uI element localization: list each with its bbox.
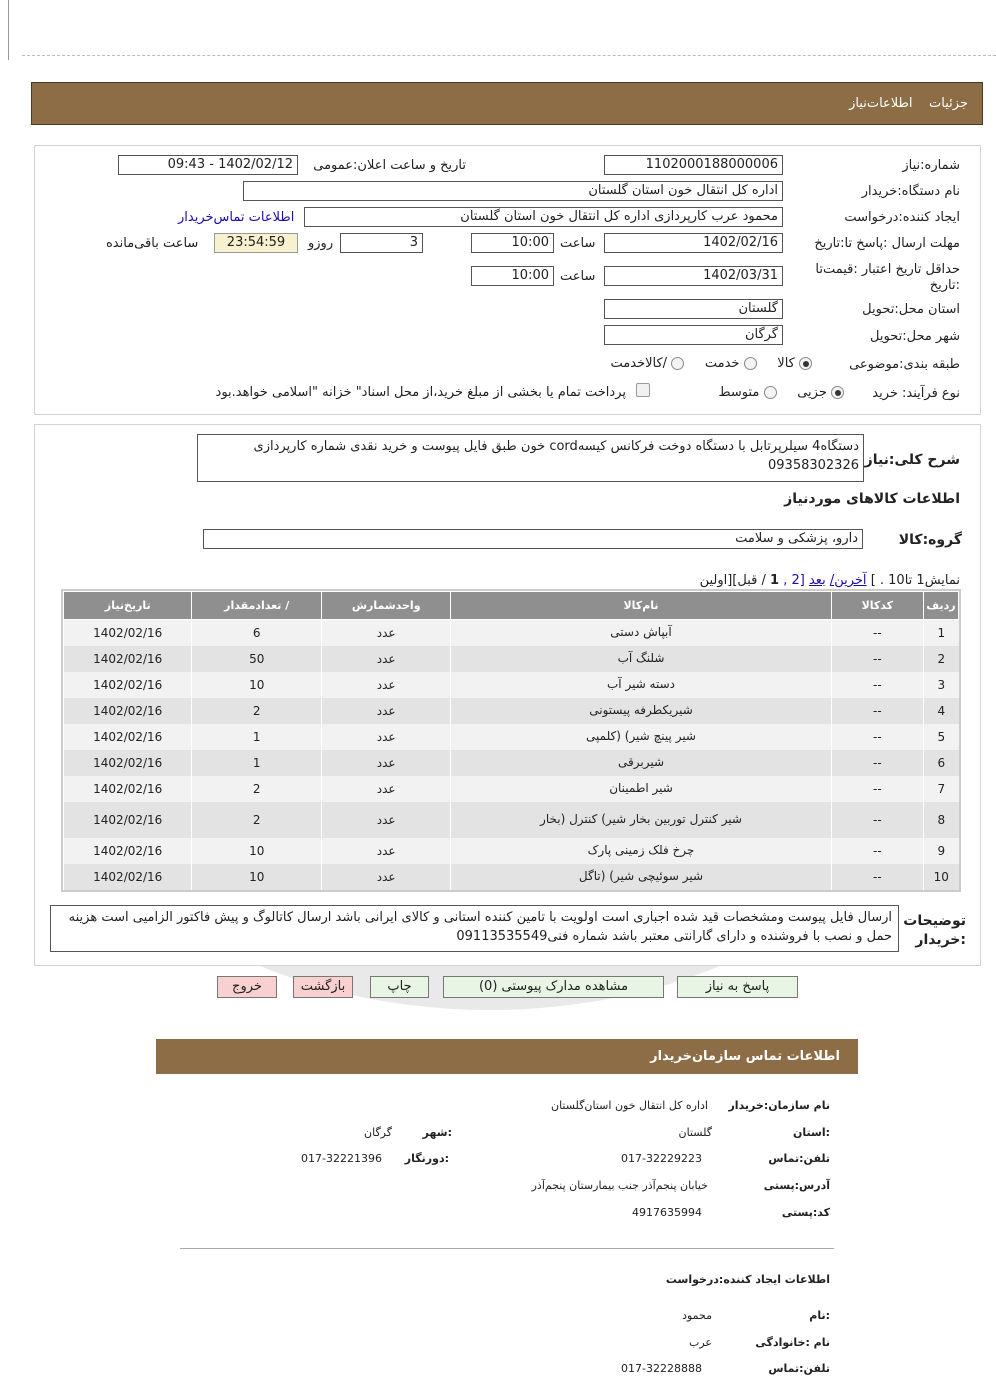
- cell-date: 1402/02/16: [64, 776, 192, 802]
- cell-qty: 50: [192, 646, 321, 672]
- breadcrumb-details[interactable]: جزئیات: [929, 96, 968, 111]
- cell-unit: عدد: [321, 838, 450, 864]
- cell-code: --: [831, 750, 923, 776]
- creator-name: محمود: [682, 1309, 712, 1322]
- exit-button[interactable]: خروج: [217, 976, 277, 998]
- requester-label: ایجاد کننده:درخواست: [844, 210, 960, 225]
- contact-province-label: :استان: [793, 1126, 830, 1139]
- contact-divider: [180, 1248, 834, 1249]
- cell-date: 1402/02/16: [64, 646, 192, 672]
- cell-qty: 6: [192, 620, 321, 646]
- validity-time-field: 10:00: [471, 266, 554, 286]
- process-label: نوع فرآیند: خرید: [872, 386, 960, 401]
- group-field: دارو، پزشکی و سلامت: [203, 529, 863, 549]
- cell-name: آبپاش دستی: [451, 620, 831, 646]
- items-table: [63, 591, 959, 890]
- desc-text: دستگاه4 سیلرپرتابل با دستگاه دوخت فرکانس کیسهcord خون طبق فایل پیوست و خرید نقدی شماره کارپردازی 09358302326: [197, 434, 864, 482]
- table-row: [64, 864, 959, 890]
- table-row: [64, 646, 959, 672]
- validity-time-label: ساعت: [560, 269, 596, 284]
- remaining-time-field: 23:54:59: [214, 233, 298, 253]
- radio-medium-label: متوسط: [718, 385, 760, 400]
- cell-date: 1402/02/16: [64, 864, 192, 890]
- need-number-field: 1102000188000006: [604, 155, 783, 175]
- radio-service-label: خدمت: [704, 356, 740, 371]
- creator-phone-label: تلفن:تماس: [768, 1362, 830, 1375]
- contact-header: [156, 1039, 858, 1074]
- cell-unit: عدد: [321, 620, 450, 646]
- contact-address: خیابان پنجم‌آذر جنب بیمارستان پنجم‌آذر: [531, 1179, 708, 1192]
- desc-label: شرح کلی:نیاز: [864, 452, 960, 468]
- radio-partial[interactable]: [831, 386, 844, 399]
- radio-goods[interactable]: [799, 357, 812, 370]
- cell-code: --: [831, 646, 923, 672]
- pager-prev-first[interactable]: / قبل][اولین: [699, 573, 766, 588]
- radio-partial-label: جزیی: [797, 385, 827, 400]
- cell-date: 1402/02/16: [64, 838, 192, 864]
- creator-family-label: نام :خانوادگی: [755, 1336, 830, 1349]
- creator-phone: 017-32228888: [621, 1362, 702, 1375]
- cell-name: شیر کنترل توربین بخار شیر) کنترل (بخار: [451, 802, 831, 838]
- cell-unit: عدد: [321, 672, 450, 698]
- cell-unit: عدد: [321, 724, 450, 750]
- buyer-org-field: اداره کل انتقال خون استان گلستان: [243, 181, 783, 201]
- radio-service[interactable]: [744, 357, 757, 370]
- col-name: نام‌کالا: [451, 592, 831, 620]
- cell-n: 7: [924, 776, 959, 802]
- contact-phone-label: تلفن:تماس: [768, 1152, 830, 1165]
- group-label: گروه:کالا: [898, 532, 962, 548]
- cell-n: 1: [924, 620, 959, 646]
- col-qty: / تعدادمقدار: [192, 592, 321, 620]
- table-row: [64, 776, 959, 802]
- table-header-row: [64, 592, 959, 620]
- cell-date: 1402/02/16: [64, 802, 192, 838]
- buyer-org-label: نام دستگاه:خریدار: [861, 184, 960, 199]
- radio-medium[interactable]: [764, 386, 777, 399]
- requester-field: محمود عرب کارپردازی اداره کل انتقال خون استان گلستان: [304, 207, 783, 227]
- cell-date: 1402/02/16: [64, 698, 192, 724]
- contact-postal-label: کد:پستی: [781, 1206, 830, 1219]
- creator-title: اطلاعات ایجاد کننده:درخواست: [665, 1273, 830, 1286]
- cell-date: 1402/02/16: [64, 724, 192, 750]
- contact-province: گلستان: [678, 1126, 712, 1139]
- deadline-date-field: 1402/02/16: [604, 233, 783, 253]
- cell-code: --: [831, 838, 923, 864]
- validity-date-field: 1402/03/31: [604, 266, 783, 286]
- table-row: [64, 802, 959, 838]
- pager: [600, 573, 960, 588]
- cell-qty: 10: [192, 838, 321, 864]
- cell-n: 2: [924, 646, 959, 672]
- need-number-label: شماره:نیاز: [902, 158, 960, 173]
- cell-name: شلنگ آب: [451, 646, 831, 672]
- category-radios: [580, 356, 812, 371]
- items-table-wrap: [61, 589, 961, 892]
- cell-qty: 10: [192, 672, 321, 698]
- page-header: [31, 82, 983, 125]
- cell-qty: 2: [192, 776, 321, 802]
- contact-fax: 017-32221396: [301, 1152, 382, 1165]
- pager-current-page: 1: [770, 573, 780, 588]
- announce-label: تاریخ و ساعت اعلان:عمومی: [313, 158, 466, 173]
- cell-n: 10: [924, 864, 959, 890]
- col-row: ردیف: [924, 592, 959, 620]
- radio-goods-service-label: /کالاخدمت: [610, 356, 668, 371]
- contact-org-label: نام سازمان:خریدار: [728, 1099, 830, 1112]
- radio-goods-service[interactable]: [671, 357, 684, 370]
- cell-qty: 2: [192, 802, 321, 838]
- back-button[interactable]: بازگشت: [293, 976, 353, 998]
- province-label: استان محل:تحویل: [862, 302, 960, 317]
- contact-city-label: :شهر: [422, 1126, 452, 1139]
- contact-phone: 017-32229223: [621, 1152, 702, 1165]
- cell-unit: عدد: [321, 776, 450, 802]
- attachments-button[interactable]: مشاهده مدارک پیوستی (0): [443, 976, 664, 998]
- creator-name-label: :نام: [809, 1309, 830, 1322]
- city-label: شهر محل:تحویل: [870, 329, 960, 344]
- table-row: [64, 838, 959, 864]
- cell-n: 5: [924, 724, 959, 750]
- col-unit: واحدشمارش: [321, 592, 450, 620]
- contact-fax-label: :دورنگار: [404, 1152, 449, 1165]
- goods-info-title: اطلاعات کالاهای موردنیاز: [784, 491, 960, 507]
- creator-family: عرب: [689, 1336, 712, 1349]
- cell-qty: 10: [192, 864, 321, 890]
- deadline-time-label: ساعت: [560, 236, 596, 251]
- days-label: روزو: [308, 236, 334, 251]
- days-field: 3: [340, 233, 423, 253]
- validity-label: حداقل تاریخ اعتبار :قیمت‌تا :تاریخ: [815, 262, 960, 293]
- cell-code: --: [831, 724, 923, 750]
- process-radios: [700, 385, 844, 400]
- cell-n: 8: [924, 802, 959, 838]
- cell-n: 4: [924, 698, 959, 724]
- pager-next-link[interactable]: بعد: [808, 573, 826, 588]
- print-button[interactable]: چاپ: [370, 976, 429, 998]
- cell-code: --: [831, 776, 923, 802]
- page-divider: [22, 55, 996, 56]
- table-row: [64, 672, 959, 698]
- cell-name: دسته شیر آب: [451, 672, 831, 698]
- cell-code: --: [831, 698, 923, 724]
- reply-button[interactable]: پاسخ به نیاز: [677, 976, 798, 998]
- cell-n: 6: [924, 750, 959, 776]
- cell-qty: 2: [192, 698, 321, 724]
- cell-name: شیر اطمینان: [451, 776, 831, 802]
- deadline-time-field: 10:00: [471, 233, 554, 253]
- cell-unit: عدد: [321, 698, 450, 724]
- table-row: [64, 620, 959, 646]
- cell-name: چرخ فلک زمینی پارک: [451, 838, 831, 864]
- cell-qty: 1: [192, 724, 321, 750]
- pager-page-2-link[interactable]: [2 ,: [783, 573, 805, 588]
- table-row: [64, 698, 959, 724]
- deadline-label: مهلت ارسال :پاسخ تا:تاریخ: [814, 236, 960, 251]
- province-field: گلستان: [604, 299, 783, 319]
- breadcrumb-need-info[interactable]: اطلاعات‌نیاز: [849, 96, 913, 111]
- buyer-notes-text: ارسال فایل پیوست ومشخصات قید شده اجباری است اولویت با تامین کننده استانی و کالای ایرانی باشد ارسال کاتالوگ و پیش فاکتور الزامیی است هزینه حمل و نصب با فروشنده و دارای گارانتی معتبر باشد شماره فنی09113535549: [50, 905, 899, 952]
- cell-date: 1402/02/16: [64, 620, 192, 646]
- page-border-left: [8, 0, 9, 60]
- contact-postal: 4917635994: [632, 1206, 702, 1219]
- cell-qty: 1: [192, 750, 321, 776]
- cell-unit: عدد: [321, 646, 450, 672]
- payment-checkbox[interactable]: [636, 383, 650, 397]
- radio-goods-label: کالا: [777, 356, 795, 371]
- table-row: [64, 724, 959, 750]
- contact-address-label: آدرس:پستی: [763, 1179, 830, 1192]
- cell-n: 9: [924, 838, 959, 864]
- cell-code: --: [831, 620, 923, 646]
- cell-code: --: [831, 864, 923, 890]
- cell-code: --: [831, 802, 923, 838]
- col-date: تاریخ‌نیاز: [64, 592, 192, 620]
- cell-code: --: [831, 672, 923, 698]
- contact-org: اداره کل انتقال خون استان‌گلستان: [550, 1099, 708, 1112]
- payment-note: پرداخت تمام یا بخشی از مبلغ خرید،از محل اسناد" خزانه "اسلامی خواهد.بود: [215, 385, 626, 400]
- col-code: کدکالا: [831, 592, 923, 620]
- city-field: گرگان: [604, 325, 783, 345]
- buyer-contact-link[interactable]: اطلاعات تماس‌خریدار: [178, 210, 295, 225]
- cell-unit: عدد: [321, 802, 450, 838]
- cell-date: 1402/02/16: [64, 750, 192, 776]
- announce-field: 1402/02/12 - 09:43: [118, 155, 298, 175]
- remaining-label: ساعت باقی‌مانده: [106, 236, 199, 251]
- cell-unit: عدد: [321, 750, 450, 776]
- cell-name: شیر سوئیچی شیر) (تاگل: [451, 864, 831, 890]
- buyer-notes-label: توضیحات :خریدار: [903, 913, 966, 948]
- cell-name: شیریکطرفه پیستونی: [451, 698, 831, 724]
- cell-name: شیر پینچ شیر) (کلمپی: [451, 724, 831, 750]
- pager-range: نمایش1 تا10 . ]: [870, 573, 960, 588]
- cell-date: 1402/02/16: [64, 672, 192, 698]
- category-label: طبقه بندی:موضوعی: [849, 357, 960, 372]
- pager-last-link[interactable]: آخرین/: [829, 573, 867, 588]
- breadcrumb: [849, 96, 968, 111]
- cell-n: 3: [924, 672, 959, 698]
- table-row: [64, 750, 959, 776]
- contact-title: اطلاعات تماس سازمان‌خریدار: [650, 1049, 840, 1064]
- cell-name: شیربرقی: [451, 750, 831, 776]
- contact-city: گرگان: [364, 1126, 392, 1139]
- cell-unit: عدد: [321, 864, 450, 890]
